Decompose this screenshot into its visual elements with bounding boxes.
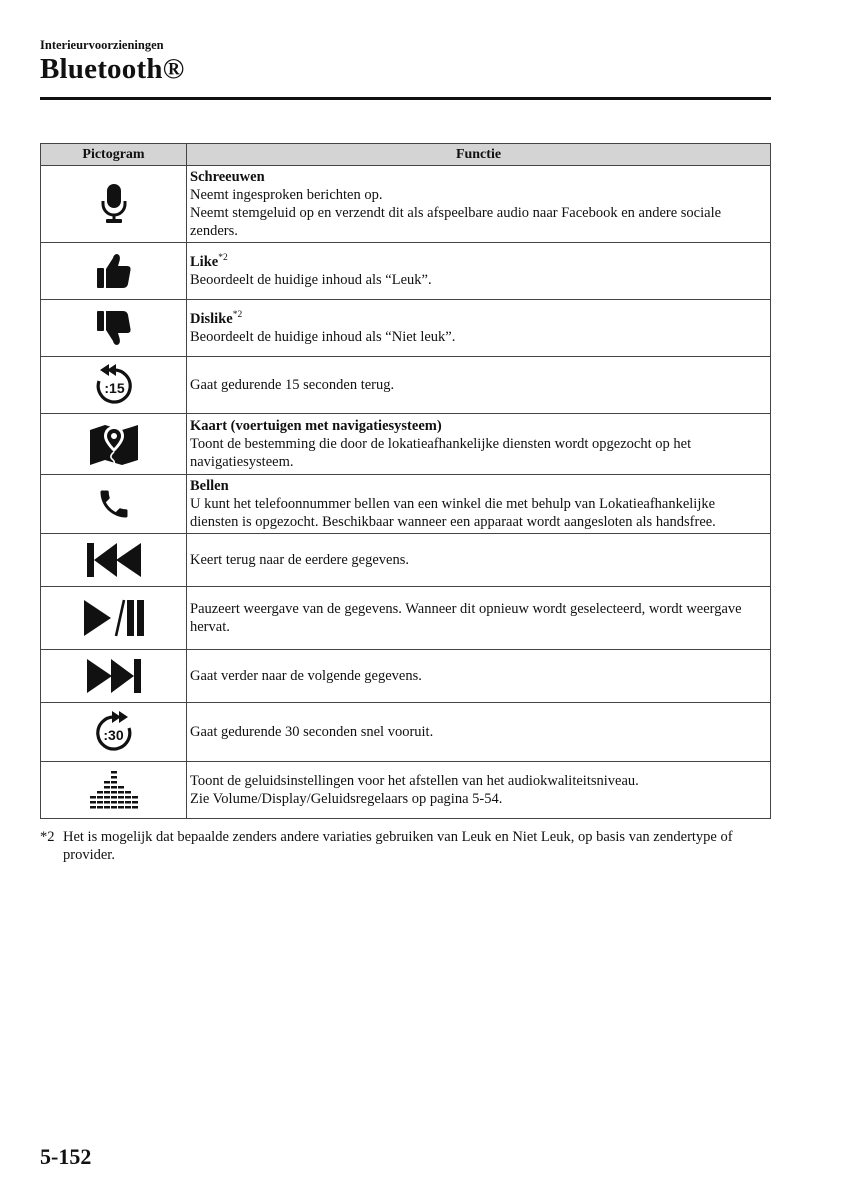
thumbs-up-icon xyxy=(96,252,132,290)
skip-next-icon xyxy=(86,658,142,694)
column-header-functie: Functie xyxy=(187,144,771,166)
row-title: Dislike xyxy=(190,311,233,327)
row-description: Beoordeelt de huidige inhoud als “Leuk”. xyxy=(190,272,432,288)
table-row xyxy=(41,414,771,475)
page-number: 5-152 xyxy=(40,1144,92,1169)
footnote xyxy=(40,828,740,864)
thumbs-down-icon xyxy=(96,309,132,347)
equalizer-icon xyxy=(89,770,139,810)
microphone-icon xyxy=(100,183,128,225)
table-row xyxy=(41,534,771,587)
footnote-reference: *2 xyxy=(218,253,228,264)
row-description: Toont de geluidsinstellingen voor het afstellen van het audiokwaliteitsniveau. xyxy=(190,773,639,789)
table-row xyxy=(41,762,771,819)
table-row xyxy=(41,166,771,243)
forward-30-icon xyxy=(94,711,134,753)
play-pause-icon xyxy=(83,599,145,637)
page-title: Bluetooth® xyxy=(40,53,185,85)
rewind-15-label: :15 xyxy=(103,380,125,396)
rewind-15-icon xyxy=(94,364,134,406)
table-row xyxy=(41,357,771,414)
table-row xyxy=(41,300,771,357)
table-header-row xyxy=(41,144,771,166)
footnote-reference: *2 xyxy=(232,310,243,321)
table-row xyxy=(41,243,771,300)
map-pin-icon xyxy=(89,422,139,466)
row-description: Neemt stemgeluid op en verzendt dit als afspeelbare audio naar Facebook en andere sociale zenders. xyxy=(190,205,722,239)
column-header-pictogram: Pictogram xyxy=(41,144,187,166)
row-title: Bellen xyxy=(190,478,229,494)
table-row xyxy=(41,475,771,534)
section-label: Interieurvoorzieningen xyxy=(40,38,164,52)
row-description: Toont de bestemming die door de lokatieafhankelijke diensten wordt opgezocht op het navigatiesysteem. xyxy=(190,436,692,470)
row-title: Like xyxy=(190,254,219,270)
phone-icon xyxy=(96,485,132,523)
row-description: Beoordeelt de huidige inhoud als “Niet leuk”. xyxy=(190,329,456,345)
row-description: Pauzeert weergave van de gegevens. Wanneer dit opnieuw wordt geselecteerd, wordt weergave hervat. xyxy=(190,601,742,635)
forward-30-label: :30 xyxy=(102,727,124,743)
row-description: Gaat verder naar de volgende gegevens. xyxy=(190,668,422,684)
skip-previous-icon xyxy=(86,542,142,578)
row-title: Schreeuwen xyxy=(190,169,265,185)
row-description: Gaat gedurende 15 seconden terug. xyxy=(190,377,395,393)
row-description: Neemt ingesproken berichten op. xyxy=(190,187,383,203)
table-row xyxy=(41,650,771,703)
row-description: Keert terug naar de eerdere gegevens. xyxy=(190,552,409,568)
pictogram-table xyxy=(40,143,771,819)
footnote-text: Het is mogelijk dat bepaalde zenders andere variaties gebruiken van Leuk en Niet Leuk, op basis van zendertype of provider. xyxy=(63,829,733,863)
row-description: U kunt het telefoonnummer bellen van een winkel die met behulp van Lokatieafhankelijke diensten is opgezocht. Beschikbaar wanneer een apparaat wordt aangesloten als handsfree. xyxy=(190,496,716,530)
footnote-mark: *2 xyxy=(40,829,55,845)
table-row xyxy=(41,587,771,650)
row-description: Gaat gedurende 30 seconden snel vooruit. xyxy=(190,724,434,740)
table-row xyxy=(41,703,771,762)
row-description: Zie Volume/Display/Geluidsregelaars op pagina 5-54. xyxy=(190,791,503,807)
row-title: Kaart (voertuigen met navigatiesysteem) xyxy=(190,418,442,434)
heading-divider xyxy=(40,97,771,100)
